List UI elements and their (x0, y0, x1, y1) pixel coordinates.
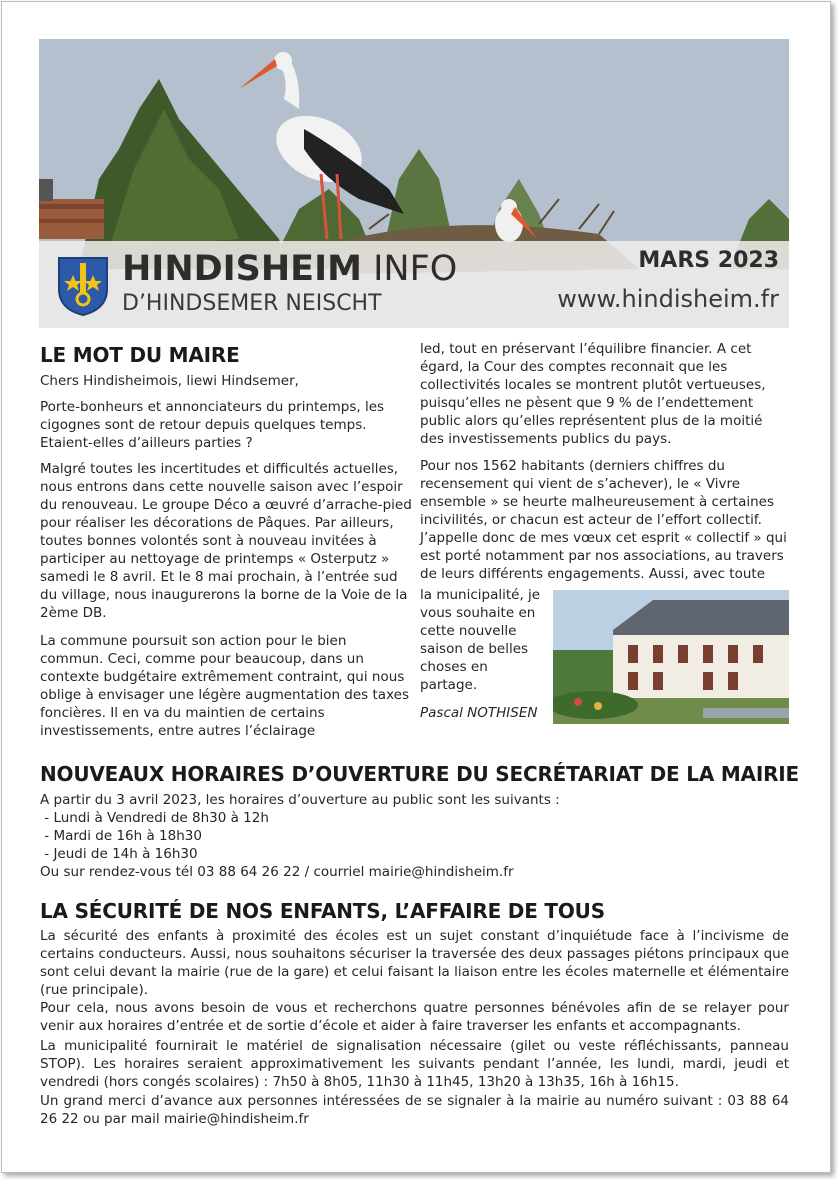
mot-paragraph-3: La commune poursuit son action pour le bien commun. Ceci, comme pour beaucoup, dans un contexte budgétaire extrêmement contraint, qui nous oblige à envisager une légère augmentation des taxes foncières. Il en va du maintien de certains investissements, entre autres l’éclairage (40, 633, 409, 739)
header-banner (39, 39, 789, 328)
securite-paragraph-1: La sécurité des enfants à proximité des écoles est un sujet constant d’inquiétude face à l’incivisme de certains conducteurs. Aussi, nous souhaitons sécuriser la traversée des deux passages piétons principaux que sont celui devant la mairie (rue de la gare) et celui faisant la liaison entre les écoles maternelle et élémentaire (rue principale). (40, 928, 789, 998)
website-link[interactable]: www.hindisheim.fr (557, 285, 779, 313)
title-band (39, 241, 789, 328)
horaires-intro: A partir du 3 avril 2023, les horaires d’ouverture au public sont les suivants : (40, 792, 560, 808)
horaires-line-2: - Mardi de 16h à 18h30 (40, 828, 202, 844)
mot-paragraph-5: Pour nos 1562 habitants (derniers chiffres du recensement qui vient de s’achever), le « Vivre ensemble » se heurte malheureusement à certaines incivilités, or chacun est acteur de l’effort collectif. J’appelle donc de mes vœux cet esprit « collectif » qui est porté notamment par nos associations, au travers de leurs différents engagements. Aussi, avec toute (420, 458, 787, 582)
horaires-line-1: - Lundi à Vendredi de 8h30 à 12h (40, 810, 269, 826)
title-suffix: INFO (361, 249, 458, 289)
securite-paragraph-2: Pour cela, nous avons besoin de vous et recherchons quatre personnes bénévoles afin de se relayer pour venir aux horaires d’entrée et de sortie d’école et aider à faire traverser les enfants et accompagnants. (40, 1000, 789, 1034)
section-heading-securite: LA SÉCURITÉ DE NOS ENFANTS, L’AFFAIRE DE TOUS (40, 899, 605, 923)
issue-date: MARS 2023 (638, 248, 779, 273)
section-heading-horaires: NOUVEAUX HORAIRES D’OUVERTURE DU SECRÉTARIAT DE LA MAIRIE (40, 762, 799, 786)
securite-paragraph-4: Un grand merci d’avance aux personnes intéressées de se signaler à la mairie au numéro suivant : 03 88 64 26 22 ou par mail mairie@hindisheim.fr (40, 1093, 789, 1127)
mot-paragraph-4: led, tout en préservant l’équilibre financier. A cet égard, la Cour des comptes reconnait que les collectivités locales se montrent plutôt vertueuses, puisqu’elles ne pèsent que 9 % de l’endettement public alors qu’elles représentent plus de la moitié des investissements publics du pays. (420, 341, 766, 447)
town-hall-photo (553, 590, 789, 724)
greeting: Chers Hindisheimois, liewi Hindsemer, (40, 373, 299, 389)
section-heading-mot-du-maire: LE MOT DU MAIRE (40, 343, 240, 367)
mot-paragraph-1: Porte-bonheurs et annonciateurs du printemps, les cigognes sont de retour depuis quelques temps. Etaient-elles d’ailleurs parties ? (40, 399, 385, 451)
coat-of-arms-icon (56, 255, 110, 317)
town-name: HINDISHEIM (122, 249, 362, 289)
horaires-line-3: - Jeudi de 14h à 16h30 (40, 846, 198, 862)
newsletter-title (122, 247, 457, 291)
mot-paragraph-6: la municipalité, je vous souhaite en cette nouvelle saison de belles choses en partage. (420, 587, 541, 693)
mot-paragraph-2: Malgré toutes les incertitudes et difficultés actuelles, nous entrons dans cette nouvelle saison avec l’espoir du renouveau. Le groupe Déco a œuvré d’arrache-pied pour réaliser les décorations de Pâques. Par ailleurs, toutes bonnes volontés sont à nouveau invitées à participer au nettoyage de printemps « Osterputz » samedi le 8 avril. Et le 8 mai prochain, à l’entrée sud du village, nous inaugurerons la borne de la Voie de la 2ème DB. (40, 461, 412, 621)
securite-paragraph-3: La municipalité fournirait le matériel de signalisation nécessaire (gilet ou veste réfléchissants, panneau STOP). Les horaires seraient approximativement les suivants pendant l’année, les lundi, mardi, jeudi et vendredi (hors congés scolaires) : 7h50 à 8h05, 11h30 à 11h45, 13h20 à 13h35, 16h à 16h15. (40, 1038, 789, 1090)
horaires-contact: Ou sur rendez-vous tél 03 88 64 26 22 / courriel mairie@hindisheim.fr (40, 864, 514, 880)
mayor-signature: Pascal NOTHISEN (420, 705, 538, 721)
newsletter-subtitle: D’HINDSEMER NEISCHT (122, 291, 382, 316)
